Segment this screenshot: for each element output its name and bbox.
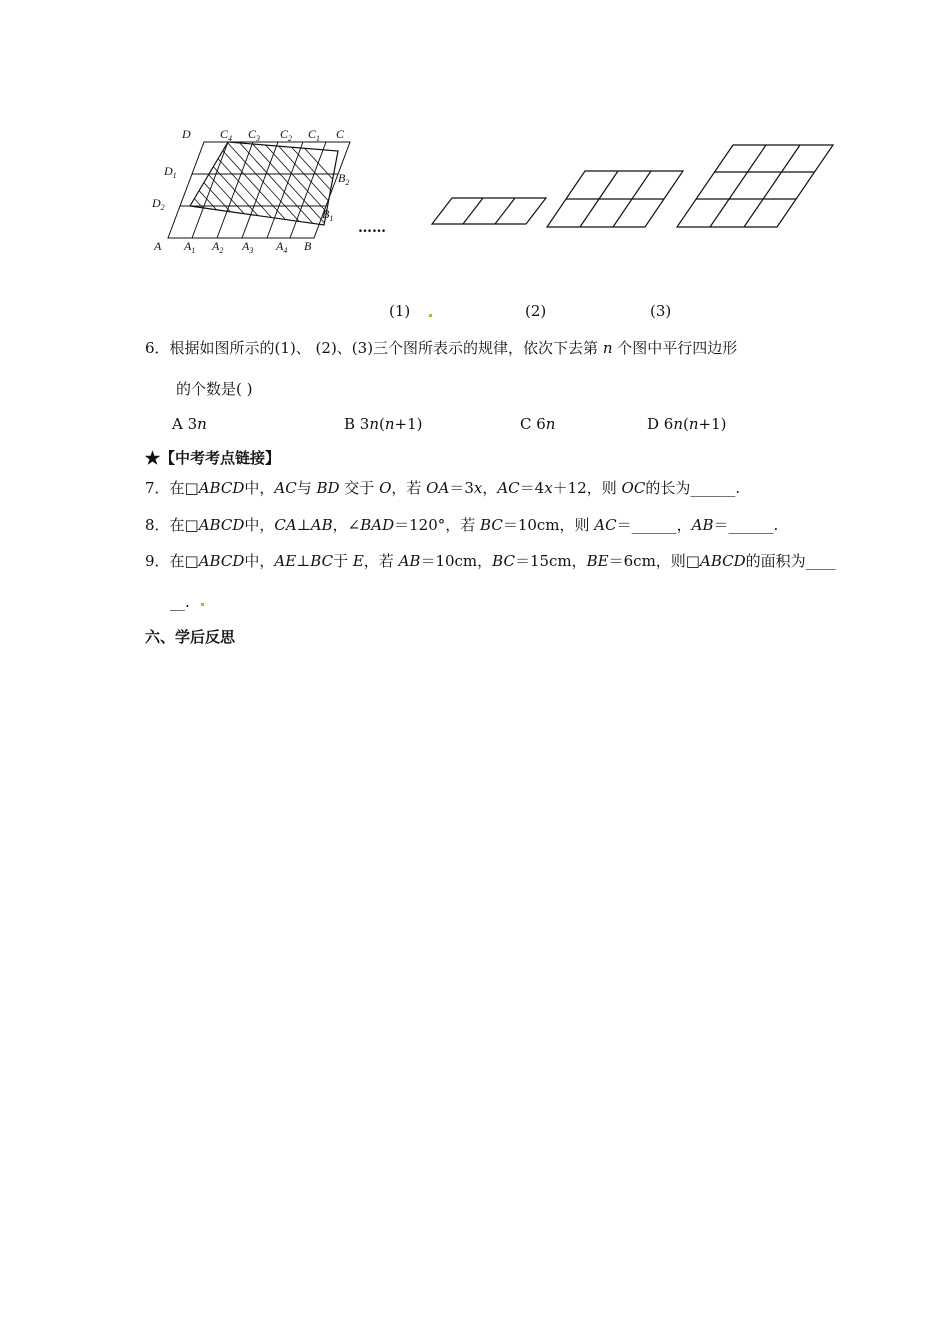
label-D1: $D_1$ bbox=[164, 164, 177, 180]
q6-line2: 的个数是( ) bbox=[176, 380, 253, 398]
label-B2: $B_2$ bbox=[338, 171, 350, 187]
label-A4: $A_4$ bbox=[276, 239, 288, 255]
label-C: C bbox=[336, 127, 345, 141]
q8: 8．在□ABCD中，CA⊥AB，∠BAD＝120°，若 BC＝10cm，则 AC＝______，AB＝______. bbox=[145, 516, 779, 534]
label-B: B bbox=[304, 239, 312, 253]
label-A: A bbox=[154, 239, 162, 253]
decor-dot bbox=[429, 314, 432, 317]
q6-line1: 6．根据如图所示的(1)、 (2)、(3)三个图所表示的规律，依次下去第 n 个图中平行四边形 bbox=[145, 339, 738, 357]
label-D2: $D_2$ bbox=[152, 196, 165, 212]
figure-1-hatched-parallelogram bbox=[140, 120, 410, 260]
label-C4: $C_4$ bbox=[220, 127, 233, 143]
label-C2: $C_2$ bbox=[280, 127, 293, 143]
figure-3-grid bbox=[675, 142, 837, 230]
label-D: D bbox=[182, 127, 191, 141]
caption-3: (3) bbox=[650, 302, 672, 320]
caption-2: (2) bbox=[525, 302, 547, 320]
figure-2b-grid bbox=[545, 168, 685, 230]
q6-option-a: A 3n bbox=[172, 415, 207, 433]
section-heading-exam-link: ★【中考考点链接】 bbox=[145, 449, 281, 467]
label-A2: $A_2$ bbox=[212, 239, 224, 255]
q6-option-b: B 3n(n+1) bbox=[344, 415, 423, 433]
q9-line1: 9．在□ABCD中，AE⊥BC于 E，若 AB＝10cm，BC＝15cm，BE＝6cm，则□ABCD的面积为____ bbox=[145, 552, 836, 570]
q6-option-d: D 6n(n+1) bbox=[647, 415, 727, 433]
figure-2-grid bbox=[430, 195, 550, 227]
label-A3: $A_3$ bbox=[242, 239, 254, 255]
label-C3: $C_3$ bbox=[248, 127, 261, 143]
decor-dot bbox=[201, 603, 204, 606]
figure-ellipsis: …… bbox=[358, 220, 386, 236]
caption-1: (1) bbox=[389, 302, 411, 320]
q6-option-c: C 6n bbox=[520, 415, 556, 433]
label-C1: $C_1$ bbox=[308, 127, 321, 143]
q7: 7．在□ABCD中，AC与 BD 交于 O，若 OA＝3x，AC＝4x＋12，则 OC的长为______. bbox=[145, 479, 741, 497]
q9-line2: __. bbox=[170, 593, 190, 611]
label-A1: $A_1$ bbox=[184, 239, 196, 255]
label-B1: $B_1$ bbox=[322, 207, 334, 223]
section-heading-reflection: 六、学后反思 bbox=[145, 628, 236, 646]
